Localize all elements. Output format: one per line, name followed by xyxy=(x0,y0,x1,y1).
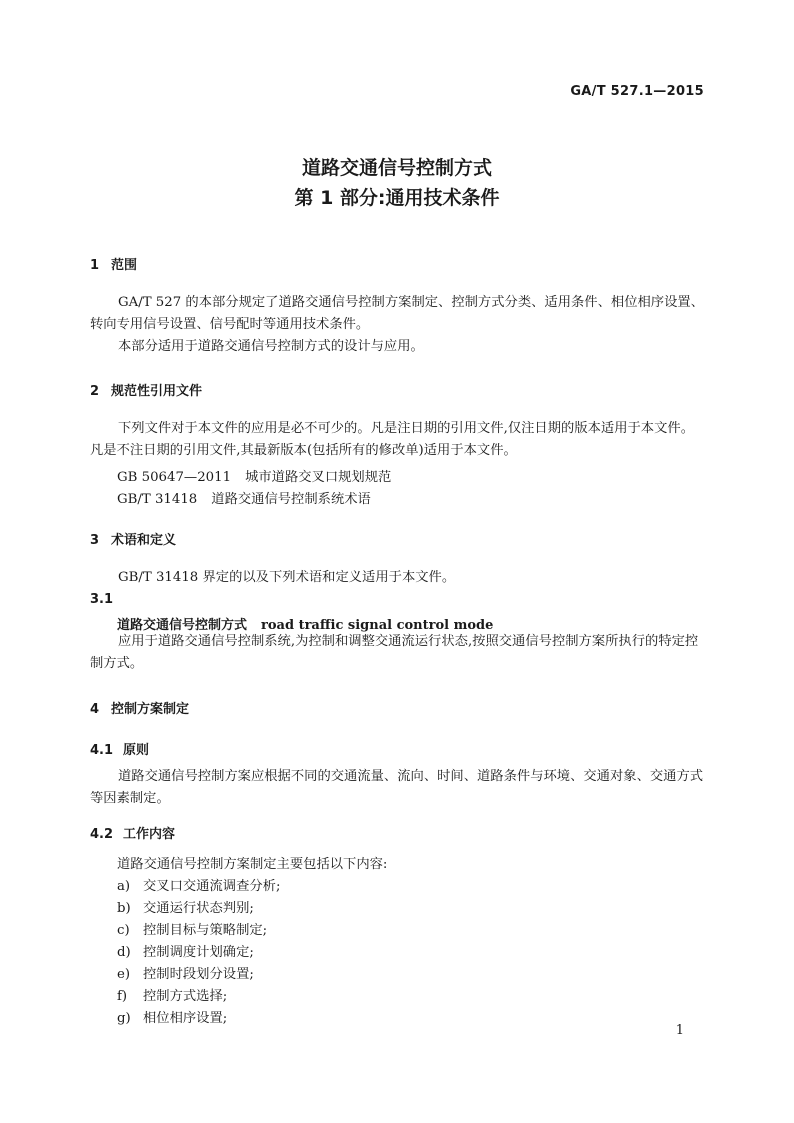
list-text: 交叉口交通流调查分析; xyxy=(143,879,281,894)
section-number: 4 xyxy=(90,702,100,717)
section-4-1-heading xyxy=(90,739,149,758)
list-marker: b) xyxy=(117,901,131,916)
list-marker: c) xyxy=(117,923,130,938)
list-text: 相位相序设置; xyxy=(143,1011,228,1026)
document-subtitle: 第 1 部分:通用技术条件 xyxy=(294,187,500,209)
section-title: 原则 xyxy=(123,743,150,758)
list-item xyxy=(117,1007,227,1026)
section-title: 术语和定义 xyxy=(111,533,177,548)
section-number: 1 xyxy=(90,258,100,273)
list-item xyxy=(117,875,280,894)
section-title: 规范性引用文件 xyxy=(111,384,203,399)
section-number: 3 xyxy=(90,533,100,548)
reference-1 xyxy=(117,466,391,485)
list-marker: a) xyxy=(117,879,131,894)
section-4-2-heading xyxy=(90,823,175,842)
section-3-paragraph-1 xyxy=(90,567,706,589)
list-item xyxy=(117,941,254,960)
section-title: 控制方案制定 xyxy=(111,702,190,717)
section-4-heading xyxy=(90,698,189,717)
reference-2 xyxy=(117,488,371,507)
term-english: road traffic signal control mode xyxy=(261,618,494,633)
section-1-paragraph-1 xyxy=(90,292,706,336)
term-definition xyxy=(90,631,706,675)
reference-name: 道路交通信号控制系统术语 xyxy=(211,492,371,507)
list-text: 交通运行状态判别; xyxy=(143,901,254,916)
list-item xyxy=(117,919,267,938)
reference-code: GB/T 31418 xyxy=(117,492,198,507)
section-4-1-paragraph-1 xyxy=(90,766,706,810)
paragraph-text: 道路交通信号控制方案应根据不同的交通流量、流向、时间、道路条件与环境、交通对象、交通方式等因素制定。 xyxy=(90,769,704,806)
paragraph-text: GA/T 527 的本部分规定了道路交通信号控制方案制定、控制方式分类、适用条件、相位相序设置、转向专用信号设置、信号配时等通用技术条件。 xyxy=(90,295,704,332)
list-marker: f) xyxy=(117,989,128,1004)
section-1-paragraph-2 xyxy=(90,336,706,358)
section-number: 4.2 xyxy=(90,827,114,842)
section-number: 2 xyxy=(90,384,100,399)
paragraph-text: 本部分适用于道路交通信号控制方式的设计与应用。 xyxy=(118,339,424,354)
document-title: 道路交通信号控制方式 xyxy=(301,157,492,179)
section-2-heading xyxy=(90,380,202,399)
paragraph-text: GB/T 31418 界定的以及下列术语和定义适用于本文件。 xyxy=(118,570,456,585)
list-item xyxy=(117,963,254,982)
list-text: 控制调度计划确定; xyxy=(143,945,254,960)
list-marker: e) xyxy=(117,967,131,982)
section-3-heading xyxy=(90,529,176,548)
list-text: 控制目标与策略制定; xyxy=(143,923,268,938)
standard-number: GA/T 527.1—2015 xyxy=(570,84,704,99)
page-number: 1 xyxy=(675,1023,684,1038)
reference-code: GB 50647—2011 xyxy=(117,470,232,485)
section-2-paragraph-1 xyxy=(90,418,706,462)
section-1-heading xyxy=(90,254,137,273)
reference-name: 城市道路交叉口规划规范 xyxy=(245,470,392,485)
list-marker: g) xyxy=(117,1011,131,1026)
section-title: 范围 xyxy=(111,258,138,273)
section-4-2-paragraph-1: 道路交通信号控制方案制定主要包括以下内容: xyxy=(117,857,388,872)
list-item xyxy=(117,985,227,1004)
list-text: 控制时段划分设置; xyxy=(143,967,254,982)
section-number: 4.1 xyxy=(90,743,114,758)
paragraph-text: 下列文件对于本文件的应用是必不可少的。凡是注日期的引用文件,仅注日期的版本适用于本文件。凡是不注日期的引用文件,其最新版本(包括所有的修改单)适用于本文件。 xyxy=(90,421,694,458)
term-chinese: 道路交通信号控制方式 xyxy=(117,618,248,633)
list-marker: d) xyxy=(117,945,131,960)
paragraph-text: 应用于道路交通信号控制系统,为控制和调整交通流运行状态,按照交通信号控制方案所执行的特定控制方式。 xyxy=(90,634,699,671)
list-item xyxy=(117,897,254,916)
list-text: 控制方式选择; xyxy=(143,989,228,1004)
term-3-1-number: 3.1 xyxy=(90,592,114,607)
section-title: 工作内容 xyxy=(123,827,176,842)
